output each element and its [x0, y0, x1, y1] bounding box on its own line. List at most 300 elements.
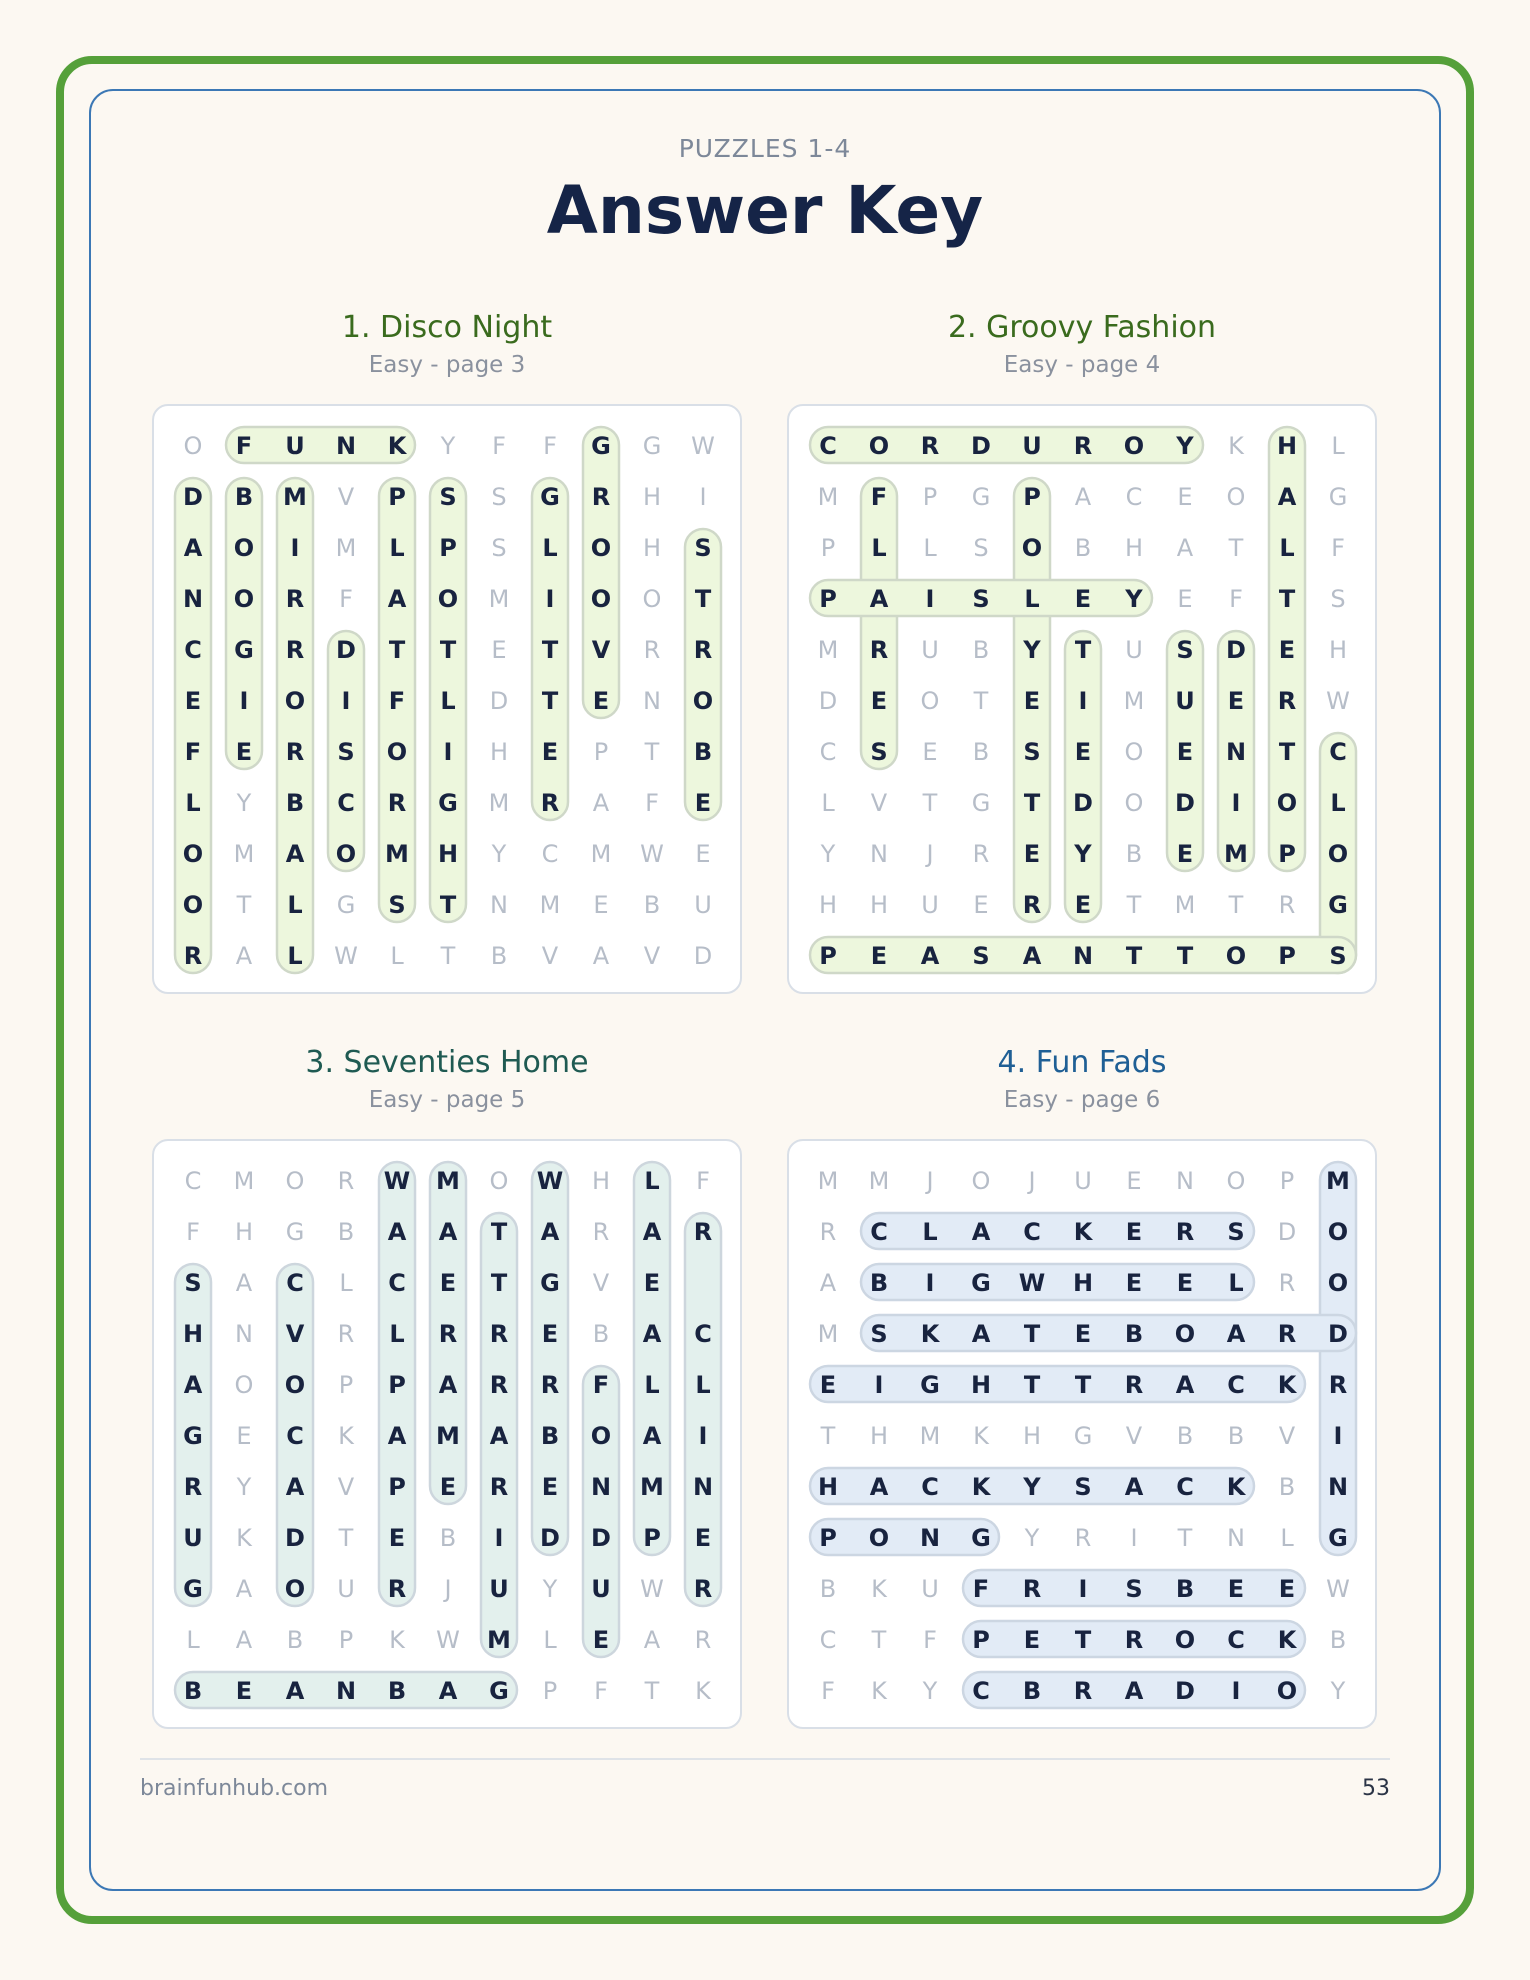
grid-letter: E [1177, 483, 1193, 511]
grid-letter-found: E [541, 1473, 559, 1501]
grid-letter: L [1280, 1524, 1294, 1552]
grid-letter-found: R [1124, 1626, 1144, 1654]
puzzle-2-header [787, 308, 1377, 380]
grid-letter-found: P [388, 1473, 406, 1501]
grid-letter-found: O [1174, 1626, 1196, 1654]
grid-letter-found: L [1024, 585, 1040, 613]
grid-letter: O [920, 687, 940, 715]
grid-letter: O [1124, 789, 1144, 817]
grid-letter-found: E [592, 1626, 610, 1654]
grid-letter-found: C [388, 1269, 406, 1297]
grid-letter-found: G [971, 1524, 991, 1552]
grid-letter-found: L [389, 1320, 405, 1348]
grid-letter: V [1278, 1422, 1296, 1450]
puzzle-meta: Easy - page 5 [368, 1087, 526, 1113]
grid-letter: O [971, 1167, 991, 1195]
grid-letter: Y [922, 1677, 938, 1705]
grid-letter-found: K [971, 1473, 991, 1501]
grid-letter-found: O [233, 534, 255, 562]
grid-letter-found: R [693, 636, 713, 664]
grid-letter: M [488, 585, 510, 613]
grid-letter-found: U [1175, 687, 1195, 715]
grid-letter: O [1124, 738, 1144, 766]
grid-letter-found: E [184, 687, 202, 715]
grid-letter-found: F [972, 1575, 990, 1603]
grid-letter: T [1228, 534, 1244, 562]
grid-letter-found: R [1022, 891, 1042, 919]
grid-letter-found: G [971, 1269, 991, 1297]
grid-letter: V [643, 942, 661, 970]
grid-letter-found: A [1022, 942, 1042, 970]
grid-letter: K [871, 1575, 887, 1603]
grid-letter-found: N [692, 1473, 714, 1501]
grid-letter: M [817, 636, 839, 664]
grid-letter-found: O [590, 1422, 612, 1450]
grid-letter: U [921, 891, 939, 919]
grid-letter-found: B [869, 1269, 889, 1297]
grid-letter-found: P [388, 1371, 406, 1399]
grid-letter: L [186, 1626, 200, 1654]
grid-letter: O [489, 1167, 509, 1195]
grid-letter-found: E [439, 1269, 457, 1297]
grid-letter: S [491, 483, 507, 511]
grid-letter-found: A [387, 1218, 407, 1246]
grid-letter-found: P [1278, 942, 1296, 970]
grid-letter-found: R [1277, 1320, 1297, 1348]
grid-letter: E [1126, 1167, 1142, 1195]
grid-letter-found: S [388, 891, 406, 919]
grid-letter: C [819, 1626, 837, 1654]
grid-letter-found: O [1327, 1269, 1349, 1297]
grid-letter: U [921, 636, 939, 664]
grid-letter-found: A [285, 840, 305, 868]
grid-letter: P [593, 738, 609, 766]
grid-letter-found: O [182, 840, 204, 868]
grid-letter-found: T [541, 687, 559, 715]
grid-letter-found: I [1231, 1677, 1241, 1705]
grid-letter-found: E [439, 1473, 457, 1501]
grid-letter: P [338, 1626, 354, 1654]
grid-letter: F [821, 1677, 835, 1705]
grid-letter: R [1278, 1269, 1296, 1297]
grid-letter: U [921, 1575, 939, 1603]
grid-letter-found: M [640, 1473, 664, 1501]
grid-letter-found: O [182, 891, 204, 919]
grid-letter: W [640, 1575, 664, 1603]
grid-letter: R [972, 840, 990, 868]
puzzle-4-header [787, 1043, 1377, 1115]
grid-letter-found: E [694, 789, 712, 817]
grid-letter-found: C [1227, 1626, 1245, 1654]
grid-letter: M [539, 891, 561, 919]
grid-letter: T [338, 1524, 354, 1552]
grid-letter-found: R [285, 585, 305, 613]
grid-letter-found: S [1125, 1575, 1143, 1603]
grid-letter-found: I [341, 687, 351, 715]
grid-letter-found: A [869, 585, 889, 613]
grid-letter-found: E [235, 738, 253, 766]
grid-letter-found: O [335, 840, 357, 868]
puzzle-4-grid [787, 1139, 1377, 1729]
grid-letter: P [542, 1677, 558, 1705]
grid-letter-found: E [1278, 1575, 1296, 1603]
grid-letter-found: D [971, 432, 991, 460]
grid-letter: G [285, 1218, 305, 1246]
grid-letter-found: D [1226, 636, 1246, 664]
puzzle-title: 3. Seventies Home [305, 1045, 589, 1080]
grid-letter-found: E [388, 1524, 406, 1552]
grid-letter: W [640, 840, 664, 868]
grid-letter-found: K [920, 1320, 940, 1348]
grid-letter: T [644, 1677, 660, 1705]
grid-letter: J [926, 840, 934, 868]
grid-letter: E [695, 840, 711, 868]
grid-letter-found: O [1174, 1320, 1196, 1348]
grid-letter: M [1174, 891, 1196, 919]
grid-letter: N [1176, 1167, 1194, 1195]
grid-letter-found: E [643, 1269, 661, 1297]
grid-letter-found: E [1074, 1320, 1092, 1348]
grid-letter: V [541, 942, 559, 970]
grid-letter-found: R [693, 1575, 713, 1603]
grid-letter: N [235, 1320, 253, 1348]
page-subtitle: PUZZLES 1-4 [678, 134, 852, 163]
grid-letter-found: P [388, 483, 406, 511]
grid-letter: C [541, 840, 559, 868]
grid-svg [154, 1141, 740, 1727]
grid-letter-found: O [1276, 1677, 1298, 1705]
grid-letter: C [819, 738, 837, 766]
grid-letter: L [821, 789, 835, 817]
grid-letter: H [642, 534, 662, 562]
grid-letter-found: A [1226, 1320, 1246, 1348]
grid-letter: H [869, 891, 889, 919]
grid-svg [789, 406, 1375, 992]
grid-letter-found: G [1328, 891, 1348, 919]
grid-letter: B [1278, 1473, 1296, 1501]
grid-letter-found: E [1125, 1218, 1143, 1246]
grid-letter-found: G [1328, 1524, 1348, 1552]
grid-letter-found: T [1176, 942, 1194, 970]
grid-letter-found: U [591, 1575, 611, 1603]
grid-letter-found: E [1023, 687, 1041, 715]
grid-letter-found: M [283, 483, 307, 511]
grid-letter-found: B [540, 1422, 560, 1450]
answer-highlight [226, 478, 262, 769]
answer-highlight [226, 427, 415, 463]
grid-letter-found: W [383, 1167, 411, 1195]
grid-letter-found: A [920, 942, 940, 970]
grid-letter-found: T [694, 585, 712, 613]
grid-letter: M [817, 483, 839, 511]
grid-letter-found: S [1176, 636, 1194, 664]
grid-letter: B [439, 1524, 457, 1552]
grid-letter: H [869, 1422, 889, 1450]
puzzle-page: page 5 [445, 1087, 526, 1113]
grid-letter: T [644, 738, 660, 766]
grid-letter: A [235, 1626, 253, 1654]
grid-letter-found: A [489, 1422, 509, 1450]
grid-letter: D [693, 942, 713, 970]
grid-letter-found: N [919, 1524, 941, 1552]
grid-letter: T [1126, 891, 1142, 919]
grid-letter: U [694, 891, 712, 919]
grid-letter-found: F [388, 687, 406, 715]
grid-letter: F [923, 1626, 937, 1654]
puzzle-difficulty: Easy [368, 352, 423, 378]
grid-letter-found: F [184, 738, 202, 766]
grid-letter-found: L [389, 534, 405, 562]
grid-letter: W [1326, 687, 1350, 715]
answer-highlight [861, 1213, 1254, 1249]
grid-letter-found: C [870, 1218, 888, 1246]
grid-letter: T [871, 1626, 887, 1654]
grid-letter-found: O [868, 1524, 890, 1552]
grid-letter-found: C [819, 432, 837, 460]
grid-letter-found: H [1276, 432, 1298, 460]
grid-letter-found: A [285, 1473, 305, 1501]
grid-letter-found: T [1023, 1320, 1041, 1348]
grid-letter-found: R [540, 789, 560, 817]
grid-letter-found: G [591, 432, 611, 460]
grid-letter: F [492, 432, 506, 460]
grid-letter: K [1228, 432, 1244, 460]
grid-letter: W [334, 942, 358, 970]
grid-letter: U [337, 1575, 355, 1603]
grid-letter-found: O [1021, 534, 1043, 562]
grid-letter-found: D [1328, 1320, 1348, 1348]
grid-letter-found: I [925, 585, 935, 613]
grid-letter-found: R [387, 1575, 407, 1603]
grid-letter-found: I [925, 1269, 935, 1297]
grid-letter-found: F [592, 1371, 610, 1399]
grid-letter-found: A [387, 585, 407, 613]
grid-svg [154, 406, 740, 992]
grid-letter: Y [491, 840, 507, 868]
grid-letter: R [337, 1320, 355, 1348]
puzzle-page: page 3 [445, 352, 526, 378]
grid-letter: P [338, 1371, 354, 1399]
grid-letter: D [489, 687, 509, 715]
grid-letter-found: R [438, 1320, 458, 1348]
puzzle-page: page 4 [1080, 352, 1161, 378]
grid-letter-found: A [285, 1677, 305, 1705]
grid-letter: G [642, 432, 662, 460]
grid-letter-found: A [387, 1422, 407, 1450]
grid-letter-found: E [1176, 738, 1194, 766]
grid-letter-found: C [972, 1677, 990, 1705]
grid-letter: S [491, 534, 507, 562]
grid-letter: O [183, 432, 203, 460]
grid-letter: J [926, 1167, 934, 1195]
grid-letter: R [643, 636, 661, 664]
grid-letter-found: I [239, 687, 249, 715]
grid-letter-found: L [185, 789, 201, 817]
grid-letter: F [696, 1167, 710, 1195]
grid-letter: H [591, 1167, 611, 1195]
grid-letter-found: P [819, 1524, 837, 1552]
grid-letter-found: N [1327, 1473, 1349, 1501]
grid-letter-found: A [869, 1473, 889, 1501]
grid-letter: H [642, 483, 662, 511]
grid-letter-found: A [971, 1320, 991, 1348]
grid-letter-found: O [590, 534, 612, 562]
grid-letter-found: T [1023, 789, 1041, 817]
grid-letter-found: W [1018, 1269, 1046, 1297]
grid-letter: H [1328, 636, 1348, 664]
grid-letter-found: G [920, 1371, 940, 1399]
grid-letter-found: I [1078, 687, 1088, 715]
grid-letter: T [1228, 891, 1244, 919]
grid-letter-found: E [235, 1677, 253, 1705]
grid-letter: T [973, 687, 989, 715]
grid-letter-found: T [490, 1269, 508, 1297]
grid-letter-found: E [1125, 1269, 1143, 1297]
grid-letter: V [337, 483, 355, 511]
grid-letter-found: S [184, 1269, 202, 1297]
grid-letter: B [1227, 1422, 1245, 1450]
grid-letter-found: E [870, 687, 888, 715]
grid-letter-found: R [1022, 1575, 1042, 1603]
grid-letter-found: C [1227, 1371, 1245, 1399]
grid-letter-found: P [1023, 483, 1041, 511]
grid-letter-found: I [494, 1524, 504, 1552]
grid-letter: B [972, 636, 990, 664]
grid-letter: F [186, 1218, 200, 1246]
grid-letter-found: O [692, 687, 714, 715]
grid-letter-found: R [869, 636, 889, 664]
footer-page-number: 53 [1362, 1776, 1390, 1801]
grid-letter-found: R [387, 789, 407, 817]
grid-letter-found: M [385, 840, 409, 868]
grid-letter-found: B [234, 483, 254, 511]
grid-letter: A [819, 1269, 837, 1297]
grid-letter: O [642, 585, 662, 613]
grid-letter-found: T [1074, 1626, 1092, 1654]
grid-letter: N [490, 891, 508, 919]
grid-letter-found: T [439, 636, 457, 664]
grid-letter-found: E [1023, 840, 1041, 868]
grid-letter-found: A [438, 1371, 458, 1399]
grid-letter: D [818, 687, 838, 715]
grid-letter-found: F [235, 432, 253, 460]
puzzle-title: 4. Fun Fads [997, 1045, 1167, 1080]
grid-letter-found: U [489, 1575, 509, 1603]
grid-letter-found: O [233, 585, 255, 613]
grid-letter-found: U [1022, 432, 1042, 460]
puzzle-difficulty: Easy [1003, 1087, 1058, 1113]
grid-letter-found: R [540, 1371, 560, 1399]
grid-letter: H [489, 738, 509, 766]
footer-site: brainfunhub.com [140, 1776, 329, 1801]
grid-letter-found: Y [1074, 840, 1092, 868]
page-title: Answer Key [546, 172, 984, 249]
grid-letter-found: D [1175, 1677, 1195, 1705]
grid-letter-found: L [695, 1371, 711, 1399]
grid-letter: Y [820, 840, 836, 868]
grid-letter-found: U [285, 432, 305, 460]
grid-letter: H [1124, 534, 1144, 562]
grid-letter-found: E [1176, 840, 1194, 868]
grid-letter-found: S [1329, 942, 1347, 970]
grid-letter-found: O [386, 738, 408, 766]
puzzle-3-header [152, 1043, 742, 1115]
grid-letter: R [1278, 891, 1296, 919]
grid-letter-found: E [1227, 1575, 1245, 1603]
grid-letter-found: O [1123, 432, 1145, 460]
grid-letter: B [490, 942, 508, 970]
grid-letter-found: S [1227, 1218, 1245, 1246]
grid-letter-found: A [971, 1218, 991, 1246]
grid-letter-found: S [1074, 1473, 1092, 1501]
grid-letter: B [286, 1626, 304, 1654]
grid-letter-found: O [284, 1371, 306, 1399]
grid-letter-found: R [1124, 1371, 1144, 1399]
grid-letter-found: M [436, 1167, 460, 1195]
grid-letter-found: H [437, 840, 459, 868]
grid-letter: M [488, 789, 510, 817]
grid-letter-found: T [541, 636, 559, 664]
grid-letter-found: O [1327, 840, 1349, 868]
puzzle-meta: Easy - page 4 [1003, 352, 1161, 378]
grid-letter: R [694, 1626, 712, 1654]
grid-letter: W [436, 1626, 460, 1654]
grid-letter: C [184, 1167, 202, 1195]
grid-letter-found: N [1225, 738, 1247, 766]
grid-letter-found: G [438, 789, 458, 817]
puzzle-title: 2. Groovy Fashion [947, 310, 1217, 345]
grid-letter-found: R [285, 636, 305, 664]
grid-letter: O [285, 1167, 305, 1195]
grid-letter-found: E [1074, 738, 1092, 766]
grid-letter-found: I [1333, 1422, 1343, 1450]
grid-letter-found: T [1023, 1371, 1041, 1399]
grid-letter-found: K [1277, 1371, 1297, 1399]
grid-letter-found: H [1072, 1269, 1094, 1297]
grid-letter-found: R [489, 1320, 509, 1348]
grid-letter-found: T [388, 636, 406, 664]
grid-letter-found: W [536, 1167, 564, 1195]
grid-letter-found: Y [1023, 636, 1041, 664]
grid-letter-found: L [440, 687, 456, 715]
grid-letter: U [1074, 1167, 1092, 1195]
grid-letter-found: E [541, 738, 559, 766]
grid-letter: I [1130, 1524, 1138, 1552]
grid-letter: S [973, 534, 989, 562]
grid-letter-found: G [540, 483, 560, 511]
grid-letter: M [868, 1167, 890, 1195]
grid-letter: A [1176, 534, 1194, 562]
grid-letter-found: L [644, 1371, 660, 1399]
grid-letter-found: R [693, 1218, 713, 1246]
grid-letter-found: B [285, 789, 305, 817]
grid-letter-found: R [1328, 1371, 1348, 1399]
grid-letter-found: N [182, 585, 204, 613]
grid-letter-found: N [1072, 942, 1094, 970]
grid-letter-found: Y [1176, 432, 1194, 460]
grid-letter: M [233, 840, 255, 868]
grid-letter-found: I [1078, 1575, 1088, 1603]
grid-letter: M [817, 1320, 839, 1348]
grid-letter-found: B [1175, 1575, 1195, 1603]
grid-letter: R [337, 1167, 355, 1195]
grid-letter-found: B [183, 1677, 203, 1705]
grid-letter-found: N [590, 1473, 612, 1501]
grid-letter: H [234, 1218, 254, 1246]
grid-letter: V [1125, 1422, 1143, 1450]
grid-letter-found: L [287, 942, 303, 970]
grid-letter: F [1229, 585, 1243, 613]
